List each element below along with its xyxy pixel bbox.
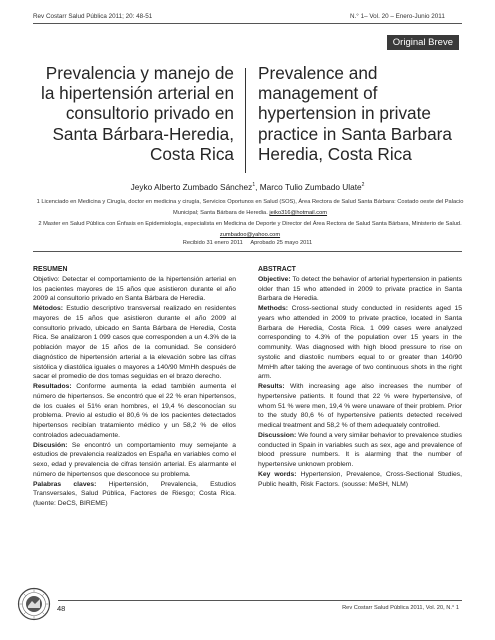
journal-seal-icon <box>17 587 51 621</box>
authors-line <box>0 182 495 192</box>
abstract-results <box>258 382 462 431</box>
title-divider <box>245 68 246 173</box>
resumen-discusion-label: Discusión: <box>33 441 68 449</box>
author-separator: , <box>255 182 260 192</box>
resumen-metodos-text: Estudio descriptivo transversal realizado en residentes mayores de 15 años que asistieron durante el año 2009 al consultorio privado, ubicado en Santa Bárbara de Heredia, Costa Rica. Se analizaron 1 099 casos que corresponden a un 4.3% de la población mayor de 15 años de la comunidad. Se consideró diagnóstico de hipertensión arterial a la elevación sobre las cifras sistólica y diastólica iguales o mayores a 140/90 MmHh después de sacar el promedio de dos tomas seguidas en el brazo derecho. <box>33 305 236 381</box>
header-divider <box>33 23 462 24</box>
dates-divider <box>33 251 462 252</box>
abstract-discussion <box>258 431 462 470</box>
abstract-objective-label: Objective: <box>258 275 291 283</box>
resumen-discusion-text: Se encontró un comportamiento muy semejante a estudios de prevalencia realizados en España en variables como el sexo, edad y prevalencia de cifras tensión arterial. Es alarmante el número de hipertensos que desconoce su problema. <box>33 441 236 478</box>
resumen-discusion <box>33 441 236 480</box>
footer-journal-citation: Rev Costarr Salud Pública 2011, Vol. 20, N.° 1 <box>342 605 459 611</box>
abstract-methods-text: Cross-sectional study conducted in residents aged 15 years who attended in 2009 to private practice, located in Santa Barbara de Heredia, Costa Rica. 1 099 cases were analyzed corresponding to 4.3% of the population over 15 years in the community. Was diagnosed with high blood pressure to rise on systolic and diastolic numbers equal to or greater than 140/90 MmHh after taking the average of two continuous shots in the right arm. <box>258 305 462 381</box>
abstract-keywords-text: Hypertension, Prevalence, Cross-Sectional Studies, Public health, Risk Factors. (sousse: MeSH, NLM) <box>258 470 462 488</box>
abstract-column <box>258 265 462 489</box>
affiliation-2-text: 2 Master en Salud Pública con Énfasis en Epidemiología, especialista en Medicina de Deporte y Director del Área Rectora de Salud Santa Bárbara, Ministerio de Salud. <box>38 221 462 227</box>
title-spanish: Prevalencia y manejo de la hipertensión arterial en consultorio privado en Santa Bárbara-Heredia, Costa Rica <box>41 63 234 164</box>
title-english: Prevalence and management of hypertension in private practice in Santa Barbara Heredia, Costa Rica <box>258 63 452 164</box>
issue-info: N.° 1– Vol. 20 – Enero-Junio 2011 <box>350 13 445 20</box>
running-head <box>33 13 459 23</box>
author-2-affiliation-mark: 2 <box>361 182 365 189</box>
abstract-objective-text: To detect the behavior of arterial hypertension in patients older than 15 who attended in 2009 to private practice in Santa Barbara de Heredia. <box>258 275 462 303</box>
resumen-palabras <box>33 480 236 509</box>
abstract-results-label: Results: <box>258 383 285 390</box>
author-1: Jeyko Alberto Zumbado Sánchez <box>130 182 253 192</box>
abstract-methods <box>258 304 462 382</box>
page-number: 48 <box>57 604 66 613</box>
author-2-email-link[interactable]: zumbadoo@yahoo.com <box>219 231 281 238</box>
resumen-objetivo: Objetivo: Detectar el comportamiento de la hipertensión arterial en los pacientes mayores de 15 años que asistieron durante el año 2009 al consultorio privado en Santa Bárbara de Heredia. <box>33 275 236 303</box>
abstract-objective <box>258 275 462 304</box>
journal-citation: Rev Costarr Salud Pública 2011; 20: 48-51 <box>33 13 153 20</box>
resumen-resultados <box>33 382 236 441</box>
abstract-methods-label: Methods: <box>258 305 288 312</box>
resumen-resultados-label: Resultados: <box>33 383 72 390</box>
resumen-heading: RESUMEN <box>33 266 68 273</box>
resumen-metodos <box>33 304 236 382</box>
resumen-palabras-text: Hipertensión, Prevalencia, Estudios Transversales, Salud Pública, Factores de Riesgo; Costa Rica. (fuente: DeCS, BIREME) <box>33 480 236 507</box>
author-1-affiliation-mark: 1 <box>252 182 256 189</box>
author-1-email-link[interactable]: jeiko316@hotmail.com <box>269 209 328 216</box>
author-2: Marco Tulio Zumbado Ulate <box>259 182 362 192</box>
abstract-discussion-label: Discussion: <box>258 431 297 439</box>
abstract-keywords <box>258 470 462 490</box>
affiliation-1-text: 1 Licenciado en Medicina y Cirugía, doctor en medicina y cirugía, Servicios Oportunos en Salud (SOS), Área Rectora de Salud Santa Bárbara: Costado oeste del Palacio Municipal; Santa Bárbara de Heredia. <box>36 199 464 216</box>
resumen-resultados-text: Conforme aumenta la edad también aumenta el número de hipertensos. Se encontró que el 22 % eran hipertensos, de los cuales el 51% eran hombres, el 19,4 % desconocían su problema. Previo al estudio el 80,6 % de los pacientes detectados hipertensos recibían tratamiento médico y un 58,2 % de ellos controlados adecuadamente. <box>33 383 236 439</box>
affiliation-1 <box>30 197 470 219</box>
abstract-results-text: With increasing age also increases the number of hypertensive patients. It found that 22 % were hypertensive, of whom 51 % were men, 19,4 % were unaware of their problem. Prior to the study 80,6 % of hypertensive patients detected received medical treatment and 58,2 % of them adequately controlled. <box>258 383 462 429</box>
abstract-discussion-text: We found a very similar behavior to prevalence studies conducted in Spain in variables such as sex, age and prevalence of blood pressure numbers. It is alarming that the number of hypertensive unknown problem. <box>258 431 462 468</box>
approved-date: Aprobado 25 mayo 2011 <box>250 240 313 246</box>
resumen-column <box>33 265 236 509</box>
received-date: Recibido 31 enero 2011 <box>182 240 243 246</box>
resumen-palabras-label: Palabras claves: <box>33 480 97 488</box>
affiliation-2 <box>30 219 470 241</box>
resumen-metodos-label: Métodos: <box>33 305 63 312</box>
article-type-badge: Original Breve <box>387 35 459 50</box>
abstract-heading: ABSTRACT <box>258 266 296 273</box>
abstract-keywords-label: Key words: <box>258 470 297 478</box>
footer-divider <box>58 600 462 601</box>
submission-dates <box>0 240 495 246</box>
